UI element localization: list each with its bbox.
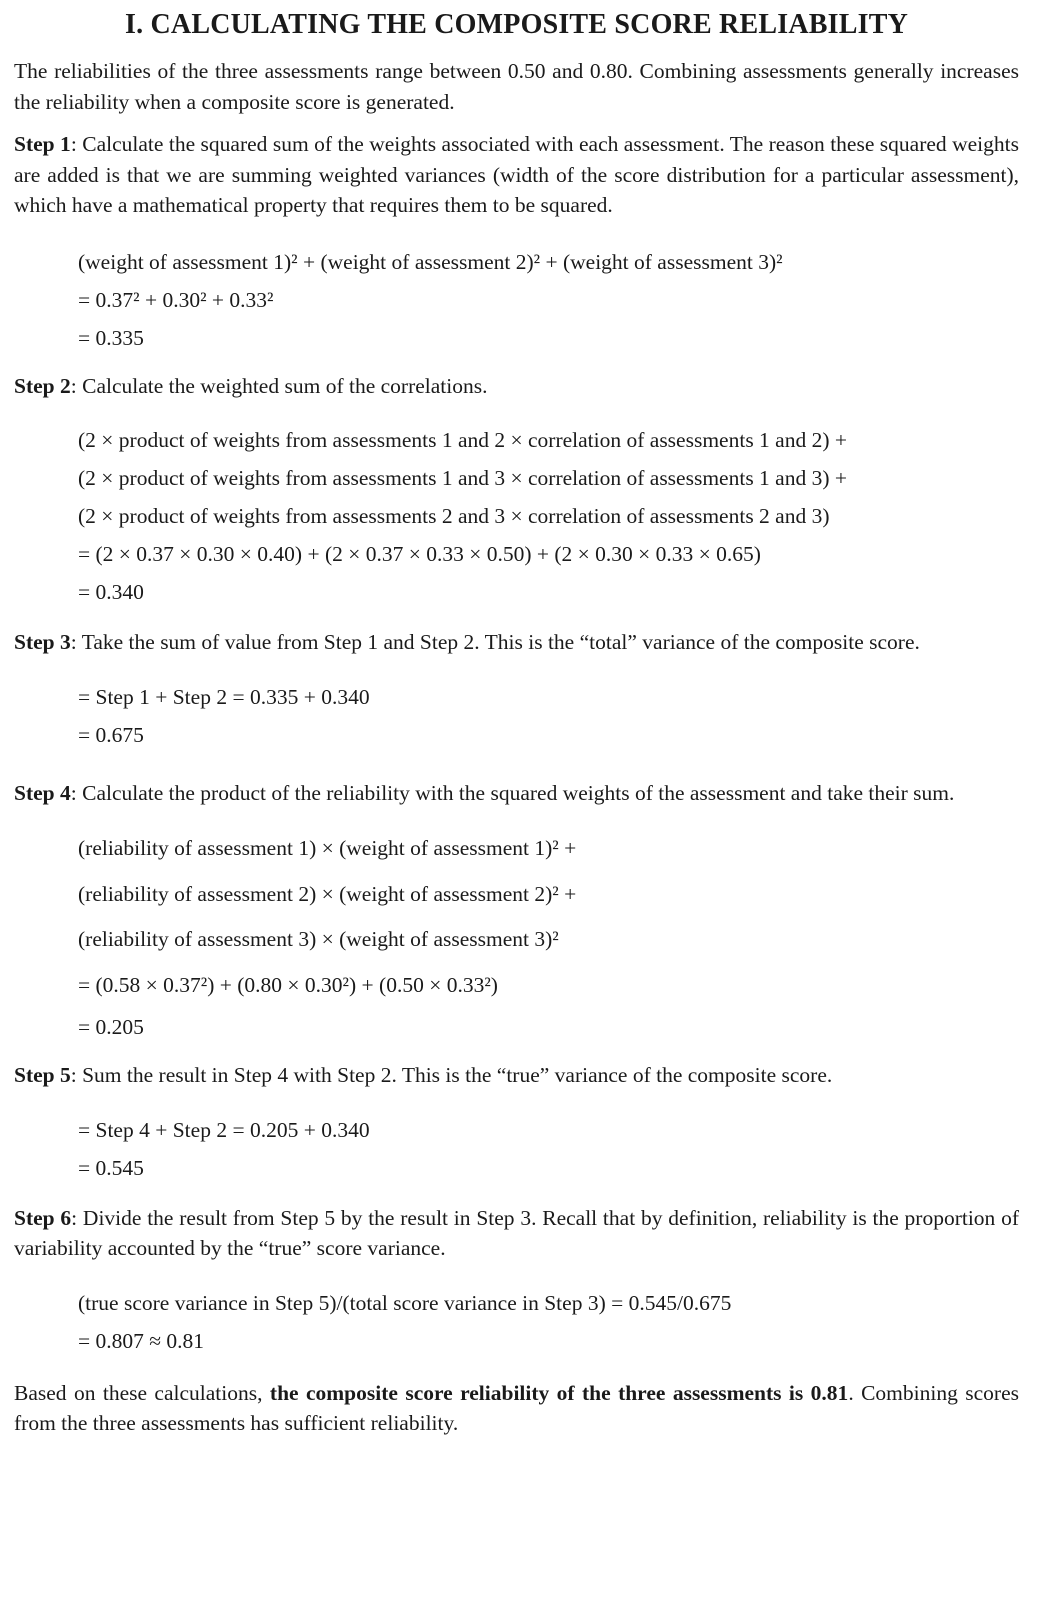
equation-line: = 0.37² + 0.30² + 0.33² xyxy=(78,287,274,312)
equation-line: = 0.545 xyxy=(78,1155,144,1180)
step-2-text: : Calculate the weighted sum of the correlations. xyxy=(70,373,488,398)
page-title: I. CALCULATING THE COMPOSITE SCORE RELIABILITY xyxy=(124,9,908,40)
step-2-equations xyxy=(78,421,1019,611)
step-3-equations xyxy=(78,678,1019,754)
equation-line: = (0.58 × 0.37²) + (0.80 × 0.30²) + (0.50 × 0.33²) xyxy=(78,972,498,997)
step-5-equations xyxy=(78,1111,1019,1187)
step-2-label: Step 2 xyxy=(14,373,71,398)
equation-line: (reliability of assessment 1) × (weight of assessment 1)² + xyxy=(78,836,577,860)
equation-line: = 0.340 xyxy=(78,580,144,604)
equation-line: = 0.675 xyxy=(78,722,144,747)
step-6-label: Step 6 xyxy=(14,1205,72,1230)
conclusion-lead: Based on these calculations, xyxy=(14,1380,270,1405)
equation-line: (weight of assessment 1)² + (weight of assessment 2)² + (weight of assessment 3)² xyxy=(78,249,783,274)
step-5-label: Step 5 xyxy=(14,1063,71,1087)
equation-line: (2 × product of weights from assessments 1 and 3 × correlation of assessments 1 and 3) + xyxy=(78,466,848,490)
conclusion-paragraph xyxy=(14,1378,1019,1439)
equation-line: = 0.335 xyxy=(78,325,144,350)
equation-line: (true score variance in Step 5)/(total score variance in Step 3) = 0.545/0.675 xyxy=(78,1290,732,1315)
step-3-paragraph xyxy=(14,627,1019,658)
step-1-text: : Calculate the squared sum of the weights associated with each assessment. The reason these squared weights are added is that we are summing weighted variances (width of the score distribution for a particular assessment), which have a mathematical property that requires them to be squared. xyxy=(14,132,1019,217)
equation-line: = Step 1 + Step 2 = 0.335 + 0.340 xyxy=(78,684,370,709)
equation-line: = (2 × 0.37 × 0.30 × 0.40) + (2 × 0.37 × 0.33 × 0.50) + (2 × 0.30 × 0.33 × 0.65) xyxy=(78,542,761,566)
step-5-text: : Sum the result in Step 4 with Step 2. This is the “true” variance of the composite score. xyxy=(70,1063,833,1087)
step-6-paragraph xyxy=(14,1203,1019,1264)
step-1-label: Step 1 xyxy=(14,132,71,156)
equation-line: (2 × product of weights from assessments 1 and 2 × correlation of assessments 1 and 2) + xyxy=(78,428,848,452)
equation-line: (2 × product of weights from assessments 2 and 3 × correlation of assessments 2 and 3) xyxy=(78,504,830,528)
equation-line: = 0.807 ≈ 0.81 xyxy=(78,1328,205,1353)
equation-line: = 0.205 xyxy=(78,1015,144,1039)
step-4-label: Step 4 xyxy=(14,780,71,805)
conclusion-bold: the composite score reliability of the three assessments is 0.81 xyxy=(269,1380,849,1405)
step-6-text: : Divide the result from Step 5 by the result in Step 3. Recall that by definition, reliability is the proportion of variability accounted by the “true” score variance. xyxy=(14,1205,1019,1260)
step-1-equations xyxy=(78,243,1019,357)
step-3-label: Step 3 xyxy=(14,630,71,654)
conclusion-tail: . Combining scores from the three assessments has sufficient reliability. xyxy=(14,1380,1019,1435)
equation-line: (reliability of assessment 3) × (weight of assessment 3)² xyxy=(78,927,559,951)
intro-paragraph: The reliabilities of the three assessments range between 0.50 and 0.80. Combining assessments generally increases the reliability when a composite score is generated. xyxy=(14,59,1019,114)
step-3-text: : Take the sum of value from Step 1 and Step 2. This is the “total” variance of the composite score. xyxy=(70,630,920,654)
step-5-paragraph xyxy=(14,1060,1019,1091)
equation-line: (reliability of assessment 2) × (weight of assessment 2)² + xyxy=(78,881,577,906)
step-4-text: : Calculate the product of the reliability with the squared weights of the assessment and take their sum. xyxy=(70,780,955,805)
step-4-equations xyxy=(78,826,1019,1046)
step-6-equations xyxy=(78,1284,1019,1360)
step-2-paragraph xyxy=(14,371,1019,402)
step-4-paragraph xyxy=(14,778,1019,809)
step-1-paragraph xyxy=(14,129,1019,221)
equation-line: = Step 4 + Step 2 = 0.205 + 0.340 xyxy=(78,1117,370,1142)
